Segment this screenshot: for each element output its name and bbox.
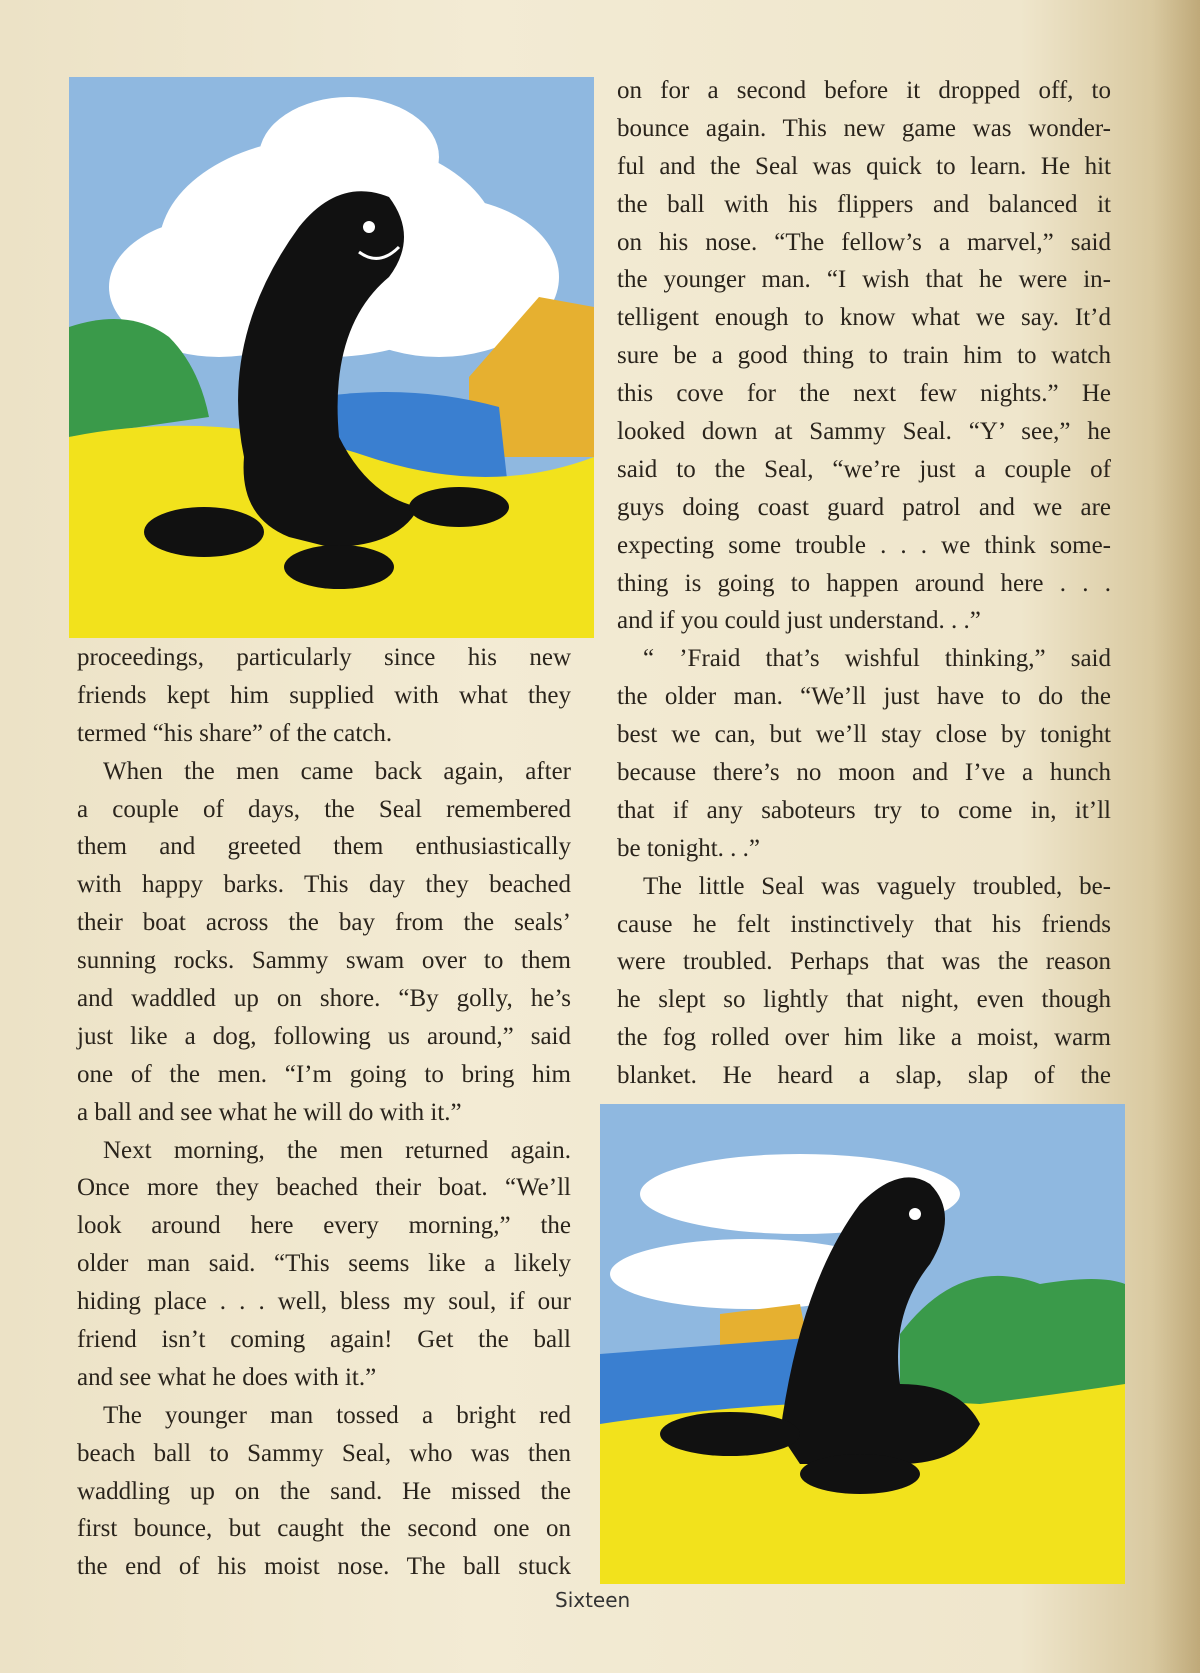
text-line: The little Seal was vaguely troubled, be-	[643, 872, 1111, 900]
text-line: the ball with his flippers and balanced it	[617, 190, 1111, 218]
text-line: the fog rolled over him like a moist, warm	[617, 1024, 1111, 1052]
text-line: were troubled. Perhaps that was the reason	[617, 948, 1111, 976]
text-line: on his nose. “The fellow’s a marvel,” said	[617, 228, 1111, 256]
text-line: thing is going to happen around here . . .	[617, 569, 1111, 597]
left-text-column	[77, 639, 571, 1586]
text-line: one of the men. “I’m going to bring him	[77, 1060, 571, 1088]
text-line: he slept so lightly that night, even though	[617, 986, 1111, 1014]
text-line: sunning rocks. Sammy swam over to them	[77, 947, 571, 975]
text-line: said to the Seal, “we’re just a couple of	[617, 455, 1111, 483]
text-line: blanket. He heard a slap, slap of the	[617, 1062, 1111, 1090]
text-line: hiding place . . . well, bless my soul, if our	[77, 1288, 571, 1316]
text-line: first bounce, but caught the second one on	[77, 1515, 571, 1543]
text-line: guys doing coast guard patrol and we are	[617, 493, 1111, 521]
text-line: a ball and see what he will do with it.”	[77, 1098, 462, 1126]
text-line: “ ’Fraid that’s wishful thinking,” said	[643, 645, 1111, 673]
text-line: friend isn’t coming again! Get the ball	[77, 1326, 571, 1354]
text-line: because there’s no moon and I’ve a hunch	[617, 759, 1111, 787]
text-line: proceedings, particularly since his new	[77, 644, 571, 671]
text-line: ful and the Seal was quick to learn. He hit	[617, 152, 1111, 180]
text-line: and if you could just understand. . .”	[617, 607, 981, 635]
illustration-seal-smiling	[69, 77, 594, 638]
text-line: and waddled up on shore. “By golly, he’s	[77, 985, 571, 1013]
illustration-seal-worried	[600, 1104, 1125, 1584]
text-line: beach ball to Sammy Seal, who was then	[77, 1439, 571, 1467]
text-line: best we can, but we’ll stay close by tonight	[617, 721, 1111, 749]
text-line: The younger man tossed a bright red	[103, 1401, 571, 1429]
text-line: this cove for the next few nights.” He	[617, 380, 1111, 408]
text-line: the end of his moist nose. The ball stuck	[77, 1553, 571, 1581]
text-line: termed “his share” of the catch.	[77, 719, 393, 747]
text-line: on for a second before it dropped off, to	[617, 77, 1111, 104]
text-line: with happy barks. This day they beached	[77, 871, 571, 899]
text-line: the older man. “We’ll just have to do the	[617, 683, 1111, 711]
right-text-column	[617, 72, 1111, 1095]
text-line: waddling up on the sand. He missed the	[77, 1477, 571, 1505]
text-line: the younger man. “I wish that he were in-	[617, 266, 1111, 294]
text-line: friends kept him supplied with what they	[77, 681, 571, 709]
text-line: just like a dog, following us around,” said	[77, 1022, 571, 1050]
text-line: older man said. “This seems like a likely	[77, 1250, 571, 1278]
page-number: Sixteen	[555, 1588, 631, 1612]
text-line: Next morning, the men returned again.	[103, 1136, 571, 1164]
text-line: looked down at Sammy Seal. “Y’ see,” he	[617, 418, 1111, 446]
text-line: sure be a good thing to train him to watch	[617, 342, 1111, 370]
text-line: bounce again. This new game was wonder-	[617, 114, 1111, 142]
text-line: and see what he does with it.”	[77, 1363, 377, 1391]
text-line: them and greeted them enthusiastically	[77, 833, 571, 861]
text-line: expecting some trouble . . . we think some-	[617, 531, 1111, 559]
text-line: cause he felt instinctively that his friends	[617, 910, 1111, 938]
text-line: look around here every morning,” the	[77, 1212, 571, 1240]
text-line: their boat across the bay from the seals’	[77, 909, 571, 937]
text-line: telligent enough to know what we say. It’d	[617, 304, 1111, 332]
text-line: When the men came back again, after	[103, 757, 571, 785]
text-line: a couple of days, the Seal remembered	[77, 795, 571, 823]
text-line: that if any saboteurs try to come in, it’ll	[617, 796, 1111, 824]
text-line: Once more they beached their boat. “We’ll	[77, 1174, 571, 1202]
text-line: be tonight. . .”	[617, 834, 761, 862]
